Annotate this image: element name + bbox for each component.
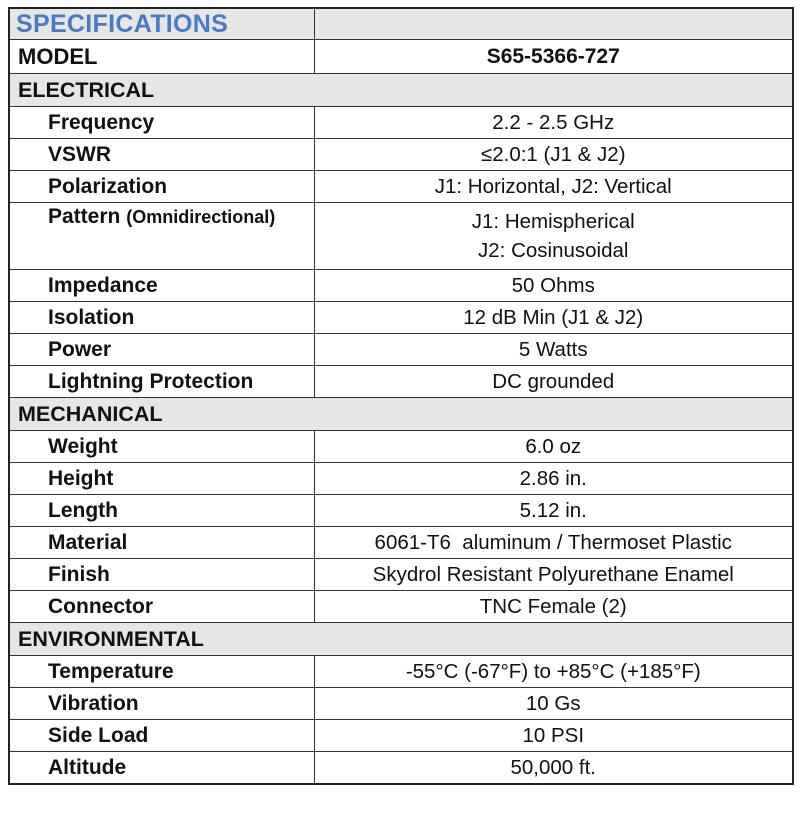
pattern-value-line2: J2: Cosinusoidal bbox=[478, 239, 629, 262]
section-mechanical bbox=[9, 398, 793, 431]
spec-value: 10 PSI bbox=[314, 720, 793, 752]
spec-row-polarization bbox=[9, 171, 793, 203]
spec-label: Weight bbox=[9, 431, 314, 463]
spec-row-power bbox=[9, 334, 793, 366]
pattern-label-note: (Omnidirectional) bbox=[126, 207, 276, 227]
spec-value: DC grounded bbox=[314, 366, 793, 398]
spec-label: Finish bbox=[9, 559, 314, 591]
spec-row-material bbox=[9, 527, 793, 559]
spec-label: Power bbox=[9, 334, 314, 366]
spec-row-weight bbox=[9, 431, 793, 463]
spec-value: 5.12 in. bbox=[314, 495, 793, 527]
spec-label: Vibration bbox=[9, 688, 314, 720]
spec-value: 2.2 - 2.5 GHz bbox=[314, 107, 793, 139]
spec-row-vswr bbox=[9, 139, 793, 171]
pattern-label: Pattern bbox=[48, 205, 121, 228]
section-title: ENVIRONMENTAL bbox=[9, 623, 793, 656]
spec-row-lightning-protection bbox=[9, 366, 793, 398]
model-row bbox=[9, 40, 793, 74]
spec-row-side-load bbox=[9, 720, 793, 752]
spec-label: Frequency bbox=[9, 107, 314, 139]
section-electrical bbox=[9, 74, 793, 107]
section-title: MECHANICAL bbox=[9, 398, 793, 431]
header-row bbox=[9, 8, 793, 40]
spec-row-height bbox=[9, 463, 793, 495]
pattern-value-line1: J1: Hemispherical bbox=[471, 210, 635, 233]
model-value: S65-5366-727 bbox=[314, 40, 793, 74]
spec-label: VSWR bbox=[9, 139, 314, 171]
spec-value: 50 Ohms bbox=[314, 270, 793, 302]
spec-label: Side Load bbox=[9, 720, 314, 752]
specifications-table bbox=[8, 7, 794, 785]
spec-label: Impedance bbox=[9, 270, 314, 302]
model-label: MODEL bbox=[9, 40, 314, 74]
section-environmental bbox=[9, 623, 793, 656]
spec-label: Polarization bbox=[9, 171, 314, 203]
spec-row-connector bbox=[9, 591, 793, 623]
spec-label: Temperature bbox=[9, 656, 314, 688]
specifications-title: SPECIFICATIONS bbox=[9, 8, 314, 40]
spec-label: Length bbox=[9, 495, 314, 527]
spec-label: Material bbox=[9, 527, 314, 559]
spec-value: Skydrol Resistant Polyurethane Enamel bbox=[314, 559, 793, 591]
spec-label bbox=[9, 203, 314, 270]
spec-value: 2.86 in. bbox=[314, 463, 793, 495]
spec-value: 12 dB Min (J1 & J2) bbox=[314, 302, 793, 334]
spec-label: Lightning Protection bbox=[9, 366, 314, 398]
spec-row-pattern bbox=[9, 203, 793, 270]
spec-value: 6061-T6 aluminum / Thermoset Plastic bbox=[314, 527, 793, 559]
spec-value: 50,000 ft. bbox=[314, 752, 793, 785]
spec-value: 6.0 oz bbox=[314, 431, 793, 463]
spec-value: ≤2.0:1 (J1 & J2) bbox=[314, 139, 793, 171]
spec-value: 5 Watts bbox=[314, 334, 793, 366]
spec-row-frequency bbox=[9, 107, 793, 139]
spec-value: TNC Female (2) bbox=[314, 591, 793, 623]
spec-row-finish bbox=[9, 559, 793, 591]
spec-label: Isolation bbox=[9, 302, 314, 334]
spec-row-vibration bbox=[9, 688, 793, 720]
spec-row-temperature bbox=[9, 656, 793, 688]
spec-label: Connector bbox=[9, 591, 314, 623]
spec-row-altitude bbox=[9, 752, 793, 785]
spec-row-isolation bbox=[9, 302, 793, 334]
spec-label: Height bbox=[9, 463, 314, 495]
header-blank-cell bbox=[314, 8, 793, 40]
spec-label: Altitude bbox=[9, 752, 314, 785]
spec-value: 10 Gs bbox=[314, 688, 793, 720]
spec-row-impedance bbox=[9, 270, 793, 302]
spec-value: -55°C (-67°F) to +85°C (+185°F) bbox=[314, 656, 793, 688]
section-title: ELECTRICAL bbox=[9, 74, 793, 107]
spec-value: J1: Horizontal, J2: Vertical bbox=[314, 171, 793, 203]
spec-value bbox=[314, 203, 793, 270]
spec-row-length bbox=[9, 495, 793, 527]
